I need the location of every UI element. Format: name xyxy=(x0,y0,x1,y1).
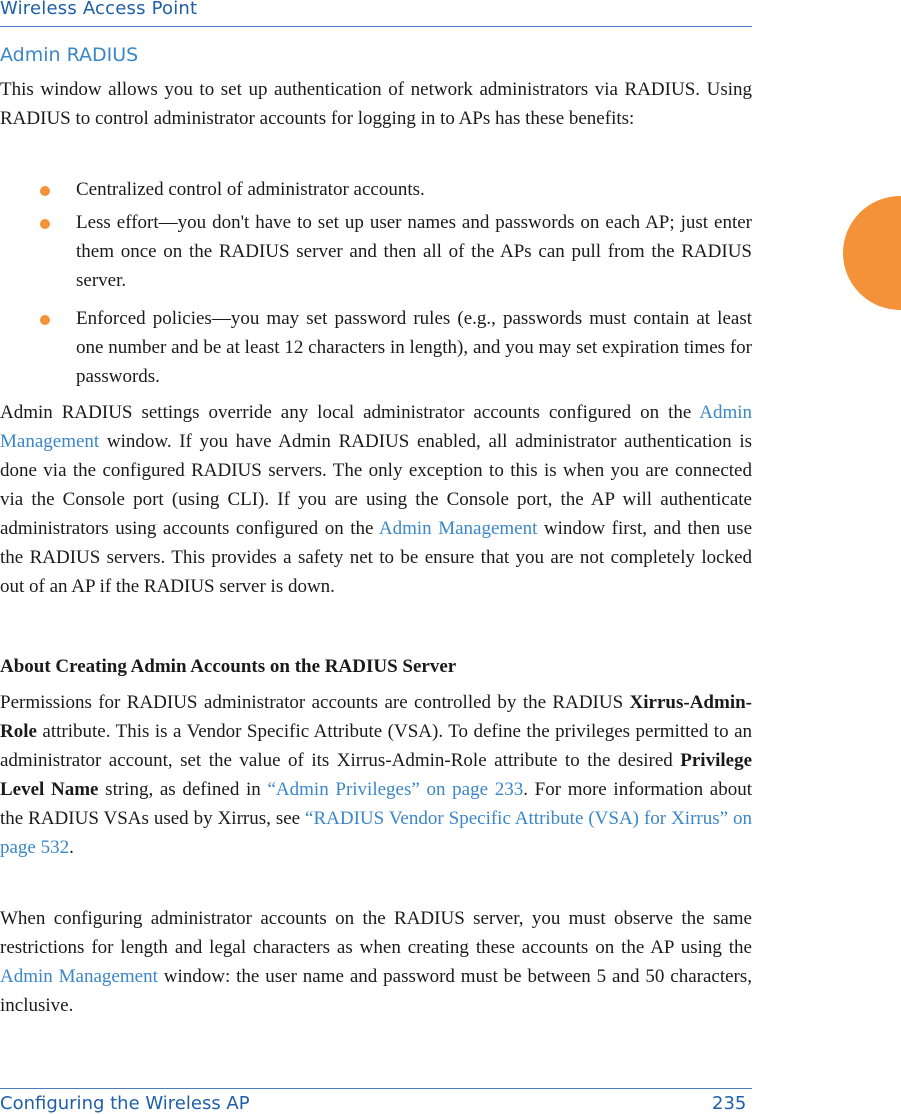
configuring-paragraph: When configuring administrator accounts on the RADIUS server, you must observe the same restrictions for length and legal characters as when creating these accounts on the AP using the Admin Management window: the user name and password must be between 5 and 50 characters, inclusive. xyxy=(0,908,752,1016)
attribute-name: Xirrus-Admin-Role xyxy=(0,692,752,742)
page-number: 235 xyxy=(712,1093,747,1114)
override-paragraph: Admin RADIUS settings override any local administrator accounts configured on the Admin Management window. If you have Admin RADIUS enabled, all administrator authentication is done via the configured RADIUS servers. The only exception to this is when you are connected via the Console port (using CLI). If you are using the Console port, the AP will authenticate administrators using accounts configured on the Admin Management window first, and then use the RADIUS servers. This provides a safety net to be ensure that you are not completely locked out of an AP if the RADIUS server is down. xyxy=(0,402,753,597)
footer-rule xyxy=(0,1088,752,1089)
admin-management-link[interactable]: Admin Management xyxy=(0,966,158,987)
list-item-text: Less effort—you don't have to set up user names and passwords on each AP; just enter them once on the RADIUS server and then all of the APs can pull from the RADIUS server. xyxy=(76,212,752,291)
list-item-text: Centralized control of administrator accounts. xyxy=(76,179,425,200)
bullet-icon xyxy=(40,315,50,325)
bullet-icon xyxy=(40,219,50,229)
subsection-title: About Creating Admin Accounts on the RADIUS Server xyxy=(0,656,457,677)
list-item xyxy=(0,175,752,204)
radius-vsa-link[interactable]: “RADIUS Vendor Specific Attribute (VSA) for Xirrus” on page 532 xyxy=(0,808,752,858)
intro-paragraph: This window allows you to set up authentication of network administrators via RADIUS. Using RADIUS to control administrator accounts for logging in to APs has these benefits: xyxy=(0,79,752,129)
permissions-paragraph: Permissions for RADIUS administrator accounts are controlled by the RADIUS Xirrus-Admin-Role attribute. This is a Vendor Specific Attribute (VSA). To define the privileges permitted to an administrator account, set the value of its Xirrus-Admin-Role attribute to the desired Privilege Level Name string, as defined in “Admin Privileges” on page 233. For more information about the RADIUS VSAs used by Xirrus, see “RADIUS Vendor Specific Attribute (VSA) for Xirrus” on page 532. xyxy=(0,692,753,858)
list-item-text: Enforced policies—you may set password rules (e.g., passwords must contain at least one number and be at least 12 characters in length), and you may set expiration times for passwords. xyxy=(76,308,752,387)
header-rule xyxy=(0,26,752,27)
privilege-level-name: Privilege Level Name xyxy=(0,750,753,800)
admin-privileges-link[interactable]: “Admin Privileges” on page 233 xyxy=(267,779,524,800)
admin-management-link[interactable]: Admin Management xyxy=(378,518,538,539)
list-item xyxy=(0,304,752,391)
section-title: Admin RADIUS xyxy=(0,44,139,66)
list-item xyxy=(0,208,752,295)
footer-chapter: Configuring the Wireless AP xyxy=(0,1093,250,1114)
chapter-tab-marker xyxy=(843,196,901,310)
running-header: Wireless Access Point xyxy=(0,0,198,19)
admin-management-link[interactable]: Admin Management xyxy=(0,402,753,452)
bullet-icon xyxy=(40,186,50,196)
